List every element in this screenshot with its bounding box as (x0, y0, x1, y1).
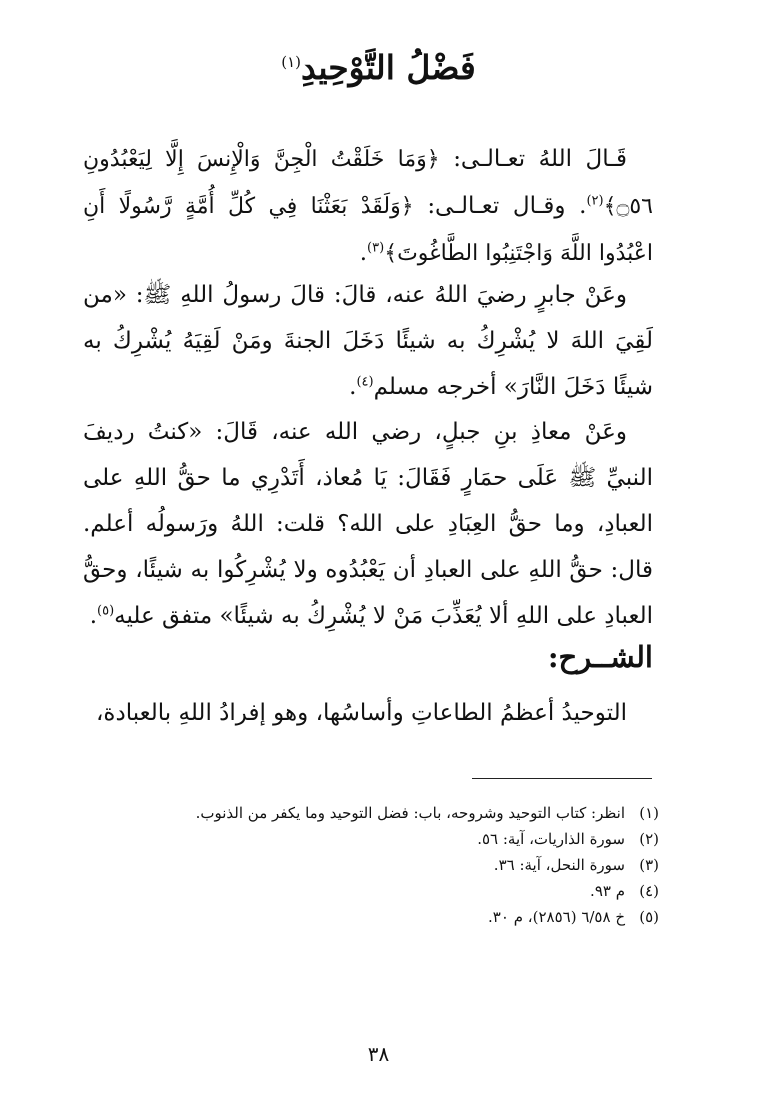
chapter-title (0, 48, 757, 87)
hadith-muadh-text: وعَنْ معاذِ بنِ جبلٍ، رضي الله عنه، قَالَ: «كنتُ رديفَ النبيِّ ﷺ عَلَى حمَارٍ فَقَالَ: يَا مُعاذ، أَتَدْرِي ما حقُّ اللهِ على العبادِ، وما حقُّ العِبَادِ على الله؟ قلت: اللهُ ورَسولُه أعلم. قال: حقُّ اللهِ على العبادِ أن يَعْبُدُوه ولا يُشْرِكُوا به شيئًا، وحقُّ العبادِ على اللهِ ألا يُعَذِّبَ مَنْ لا يُشْرِكُ به شيئًا» متفق عليه (83, 419, 653, 629)
footnote-ref-4: (٤) (356, 374, 374, 390)
footnote-text: سورة النحل، آية: ٣٦. (493, 856, 625, 874)
footnote-item (99, 878, 659, 904)
footnote-item (99, 800, 659, 826)
quran-verse-1: ﴿وَمَا خَلَقْتُ الْجِنَّ وَالْإِنسَ إِلَّا لِيَعْبُدُونِ ۝٥٦﴾ (83, 147, 653, 219)
explanation-text: التوحيدُ أعظمُ الطاعاتِ وأساسُها، وهو إفرادُ اللهِ بالعبادة، (96, 700, 627, 726)
footnote-text: خ ٦/٥٨ (٢٨٥٦)، م ٣٠. (488, 908, 625, 926)
paragraph-quran-verses (83, 136, 653, 277)
paragraph-hadith-muadh (83, 409, 653, 639)
paragraph-hadith-jabir (83, 272, 653, 410)
footnote-divider (472, 778, 652, 779)
period: . (579, 193, 587, 219)
footnote-text: م ٩٣. (590, 882, 625, 900)
period: . (349, 374, 357, 400)
quran-verse-2: ﴿وَلَقَدْ بَعَثْنَا فِي كُلِّ أُمَّةٍ رَّسُولًا أَنِ اعْبُدُوا اللَّهَ وَاجْتَنِبُوا الطَّاغُوتَ﴾ (83, 194, 653, 266)
footnote-number: (٢) (639, 830, 659, 848)
footnote-item (99, 826, 659, 852)
footnote-item (99, 852, 659, 878)
footnote-ref-3: (٣) (367, 240, 385, 256)
footnote-number: (٥) (639, 908, 659, 926)
footnote-ref-2: (٢) (586, 193, 604, 209)
hadith-jabir-text: وعَنْ جابرٍ رضيَ اللهُ عنه، قالَ: قالَ رسولُ اللهِ ﷺ: «من لَقِيَ اللهَ لا يُشْرِكُ به شيئًا دَخَلَ الجنةَ ومَنْ لَقِيَهُ يُشْرِكُ به شيئًا دَخَلَ النَّارَ» أخرجه مسلم (83, 282, 653, 400)
footnote-text: سورة الذاريات، آية: ٥٦. (477, 830, 625, 848)
verse-intro-2: وقـال تعـالـى: (427, 193, 566, 219)
verse-intro-1: قَـالَ اللهُ تعـالـى: (453, 146, 628, 172)
footnote-ref-1: (١) (281, 53, 301, 71)
footnote-number: (٤) (639, 882, 659, 900)
footnote-number: (١) (639, 804, 659, 822)
footnotes-list (99, 800, 659, 930)
period: . (359, 240, 368, 266)
paragraph-explanation (83, 690, 653, 736)
page-number: ٣٨ (367, 1042, 390, 1066)
footnote-text: انظر: كتاب التوحيد وشروحه، باب: فضل التوحيد وما يكفر من الذنوب. (195, 804, 625, 822)
footnote-number: (٣) (639, 856, 659, 874)
period: . (89, 603, 97, 629)
footnote-ref-5: (٥) (97, 603, 115, 619)
chapter-title-text: فَضْلُ التَّوْحِيدِ (301, 48, 476, 87)
footnote-item (99, 904, 659, 930)
section-heading-sharh: الشــرح: (547, 640, 653, 674)
